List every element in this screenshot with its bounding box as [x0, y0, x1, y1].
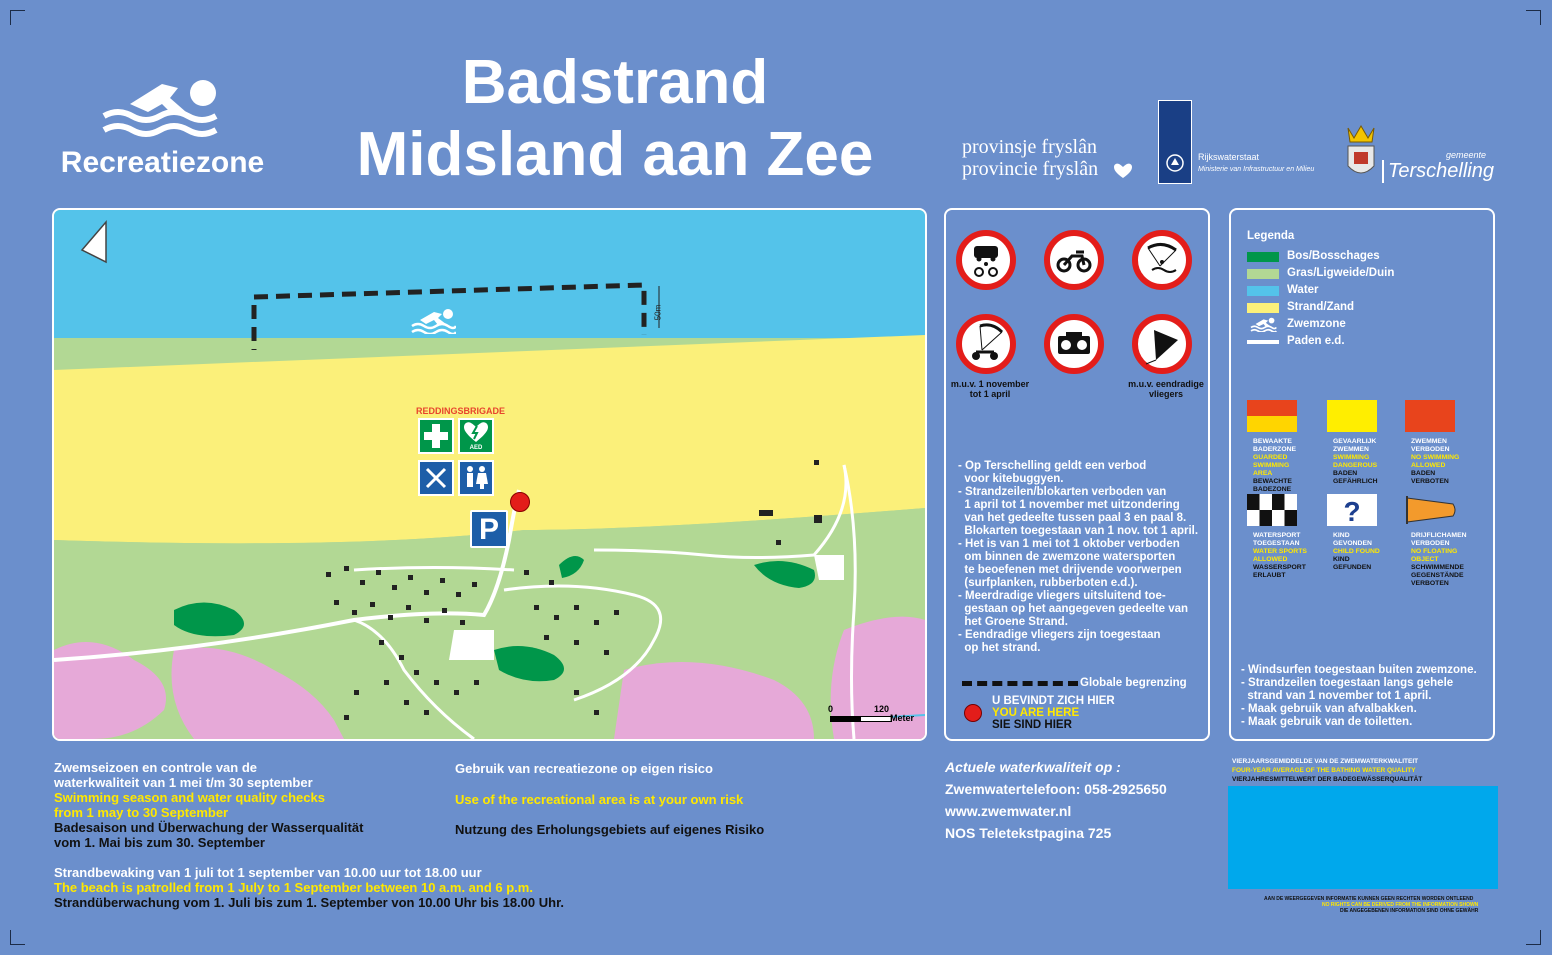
risk-nl: Gebruik van recreatiezone op eigen risico [455, 761, 713, 776]
legend-note: - Strandzeilen toegestaan langs gehele [1241, 677, 1454, 689]
red-yellow-flag-icon [1247, 400, 1307, 434]
rule-line: om binnen de zwemzone watersporten [958, 551, 1176, 563]
legend-note: - Maak gebruik van de toiletten. [1241, 716, 1413, 728]
legend-swatch [1247, 252, 1279, 262]
rws-name: Rijkswaterstaat [1198, 152, 1260, 162]
rules-list [958, 460, 1208, 655]
legend-item [1247, 301, 1477, 316]
risk-en: Use of the recreational area is at your own risk [455, 792, 744, 807]
flag-item [1405, 494, 1465, 588]
legend-label: Bos/Bosschages [1287, 250, 1380, 262]
crop-mark-bottom-left [10, 930, 25, 945]
toilet-icon [458, 460, 494, 496]
rules-panel [944, 208, 1210, 741]
avg-nl: VIERJAARSGEMIDDELDE VAN DE ZWEMWATERKWALITEIT [1232, 758, 1419, 765]
legend-item [1247, 335, 1477, 350]
flag-text-de: BEWACHTE BADEZONE [1253, 478, 1292, 493]
flag-text-en: NO FLOATING OBJECT [1411, 548, 1458, 563]
rule-line: - Eendradige vliegers zijn toegestaan [958, 629, 1161, 641]
flag-text-de: KIND GEFUNDEN [1333, 556, 1372, 571]
disc-de: DIE ANGEGEBENEN INFORMATION SIND OHNE GEWÄHR [1340, 908, 1479, 914]
scale-zero: 0 [828, 704, 834, 714]
rws-ministry: Ministerie van Infrastructuur en Milieu [1198, 166, 1315, 173]
rule-line: van het gedeelte tussen paal 3 en paal 8. [958, 512, 1187, 524]
legend-item [1247, 318, 1477, 333]
question-flag-icon [1327, 494, 1387, 528]
flag-item [1247, 400, 1307, 494]
flag-text-en: WATER SPORTS ALLOWED [1253, 548, 1307, 563]
season-en-2: from 1 may to 30 September [54, 805, 229, 820]
disc-en: NO RIGHTS CAN BE DERIVED FROM THE INFORMATION SHOWN [1322, 902, 1479, 908]
province-logo [962, 136, 1142, 180]
legend-label: Water [1287, 284, 1319, 296]
beach-map [52, 208, 927, 741]
flag-text-en: NO SWIMMING ALLOWED [1411, 454, 1460, 469]
quality-title: Actuele waterkwaliteit op : [945, 759, 1121, 775]
quality-phone: Zwemwatertelefoon: 058-2925650 [945, 781, 1167, 797]
terschelling-crest-icon [1344, 124, 1378, 182]
lifeguard-label: REDDINGSBRIGADE [416, 406, 506, 416]
rule-line: te beoefenen met drijvende voorwerpen [958, 564, 1182, 576]
season-de-2: vom 1. Mai bis zum 30. September [54, 835, 265, 850]
avg-en: FOUR-YEAR AVERAGE OF THE BATHING WATER QUALITY [1232, 767, 1416, 774]
scale-bar [830, 716, 892, 722]
flag-item [1327, 400, 1387, 486]
flag-text-nl: KIND GEVONDEN [1333, 532, 1372, 547]
boundary-line [962, 681, 1078, 686]
patrol-nl: Strandbewaking van 1 juli tot 1 september van 10.00 uur tot 18.00 uur [54, 865, 482, 880]
legend-swatch [1247, 269, 1279, 279]
no-kitesurfing-sign [1132, 230, 1192, 290]
quality-tv: NOS Teletekstpagina 725 [945, 825, 1112, 841]
flag-text-nl: WATERSPORT TOEGESTAAN [1253, 532, 1301, 547]
sign-caption-1: m.u.v. 1 november tot 1 april [950, 379, 1030, 399]
flag-text-nl: DRIJFLICHAMEN VERBODEN [1411, 532, 1467, 547]
province-line1: provinsje fryslân [962, 136, 1097, 158]
here-de: SIE SIND HIER [992, 719, 1072, 731]
legend-note: - Windsurfen toegestaan buiten zwemzone. [1241, 664, 1477, 676]
flag-item [1405, 400, 1465, 486]
rule-line: (surfplanken, rubberboten e.d.). [958, 577, 1138, 589]
swimmer-icon [100, 72, 220, 140]
flag-text-en: CHILD FOUND [1333, 548, 1380, 555]
swim-zone-legend-icon [1247, 316, 1279, 332]
crop-mark-top-left [10, 10, 25, 25]
rule-line: gestaan op het aangegeven gedeelte van [958, 603, 1189, 615]
flag-text-nl: GEVAARLIJK ZWEMMEN [1333, 438, 1377, 453]
gemeente-label: gemeente [1446, 150, 1487, 160]
no-motor-vehicles-sign [956, 230, 1016, 290]
legend-note: - Maak gebruik van afvalbakken. [1241, 703, 1417, 715]
scale-max: 120 [874, 704, 890, 714]
zone-label: Recreatiezone [60, 146, 265, 179]
flag-text-nl: BEWAAKTE BADERZONE [1253, 438, 1297, 453]
quality-web: www.zwemwater.nl [945, 803, 1072, 819]
legend-label: Paden e.d. [1287, 335, 1345, 347]
heart-icon [1114, 162, 1132, 178]
season-de-1: Badesaison und Überwachung der Wasserqualität [54, 820, 364, 835]
legend-swatch [1247, 286, 1279, 296]
location-marker [510, 492, 530, 512]
legend-item [1247, 267, 1477, 282]
checkered-flag-icon [1247, 494, 1307, 528]
rule-line: voor kitebuggyen. [958, 473, 1064, 485]
rule-line: het Groene Strand. [958, 616, 1068, 628]
flag-item [1247, 494, 1307, 580]
rule-line: - Op Terschelling geldt een verbod [958, 460, 1147, 472]
flag-text-en: SWIMMING DANGEROUS [1333, 454, 1378, 469]
here-en: YOU ARE HERE [992, 707, 1080, 719]
season-nl-1: Zwemseizoen en controle van de [54, 760, 257, 775]
no-kitebuggy-sign [956, 314, 1016, 374]
svg-text:?: ? [1343, 496, 1361, 526]
rule-line: 1 april tot 1 november met uitzondering [958, 499, 1180, 511]
rule-line: - Het is van 1 mei tot 1 oktober verboden [958, 538, 1180, 550]
water-quality-box [1228, 786, 1498, 889]
page-title-line2: Midsland aan Zee [356, 120, 874, 189]
province-line2: provincie fryslân [962, 158, 1099, 180]
sign-caption-2: m.u.v. eendradige vliegers [1128, 379, 1204, 399]
rule-line: - Meerdradige vliegers uitsluitend toe- [958, 590, 1166, 602]
crop-mark-top-right [1526, 10, 1541, 25]
rijkswaterstaat-logo [1158, 100, 1192, 184]
avg-de: VIERJAHRESMITTELWERT DER BADEGEWÄSSERQUALITÄT [1232, 776, 1423, 783]
red-flag-icon [1405, 400, 1465, 434]
no-radio-sign [1044, 314, 1104, 374]
flag-text-de: BADEN GEFÄHRLICH [1333, 470, 1378, 485]
parking-label: P [478, 513, 499, 546]
gemeente-name: Terschelling [1382, 160, 1494, 183]
season-nl-2: waterkwaliteit van 1 mei t/m 30 september [54, 775, 313, 790]
flag-item [1327, 494, 1387, 572]
flag-text-de: SCHWIMMENDE GEGENSTÄNDE VERBOTEN [1411, 564, 1464, 587]
patrol-de: Strandüberwachung vom 1. Juli bis zum 1. September von 10.00 Uhr bis 18.00 Uhr. [54, 895, 565, 910]
legend-label: Zwemzone [1287, 318, 1346, 330]
first-aid-icon [418, 418, 454, 454]
season-en-1: Swimming season and water quality checks [54, 790, 325, 805]
legend-panel [1229, 208, 1495, 741]
page-title-line1: Badstrand [461, 48, 769, 117]
legend-notes [1241, 664, 1491, 729]
windsock-icon [1405, 494, 1465, 528]
swim-zone-icon [410, 306, 456, 334]
flag-text-de: BADEN VERBOTEN [1411, 470, 1449, 485]
legend-item [1247, 250, 1477, 265]
parking-icon [470, 510, 508, 548]
boundary-label: Globale begrenzing [1080, 677, 1187, 689]
rule-line: op het strand. [958, 642, 1041, 654]
legend-label: Gras/Ligweide/Duin [1287, 267, 1395, 279]
rule-line: - Strandzeilen/blokarten verboden van [958, 486, 1167, 498]
yellow-flag-icon [1327, 400, 1387, 434]
no-kites-sign [1132, 314, 1192, 374]
flag-text-de: WASSERSPORT ERLAUBT [1253, 564, 1306, 579]
here-nl: U BEVINDT ZICH HIER [992, 695, 1115, 707]
disc-nl: AAN DE WEERGEGEVEN INFORMATIE KUNNEN GEEN RECHTEN WORDEN ONTLEEND [1264, 896, 1474, 902]
crest-icon [1165, 153, 1185, 173]
legend-note: strand van 1 november tot 1 april. [1241, 690, 1432, 702]
restaurant-icon [418, 460, 454, 496]
legend-label: Strand/Zand [1287, 301, 1355, 313]
legend-title: Legenda [1247, 230, 1295, 242]
crop-mark-bottom-right [1526, 930, 1541, 945]
patrol-en: The beach is patrolled from 1 July to 1 September between 10 a.m. and 6 p.m. [54, 880, 533, 895]
rule-line: Blokarten toegestaan van 1 nov. tot 1 april. [958, 525, 1199, 537]
flag-text-en: GUARDED SWIMMING AREA [1253, 454, 1290, 477]
flag-text-nl: ZWEMMEN VERBODEN [1411, 438, 1450, 453]
aed-label: AED [469, 445, 483, 451]
risk-de: Nutzung des Erholungsgebiets auf eigenes Risiko [455, 822, 765, 837]
legend-item [1247, 284, 1477, 299]
distance-label: 50m [653, 304, 663, 321]
you-are-here-marker [964, 704, 982, 722]
legend-swatch [1247, 340, 1279, 344]
scale-unit: Meter [890, 713, 915, 723]
no-motorcycles-sign [1044, 230, 1104, 290]
legend-swatch [1247, 303, 1279, 313]
aed-icon [458, 418, 494, 454]
